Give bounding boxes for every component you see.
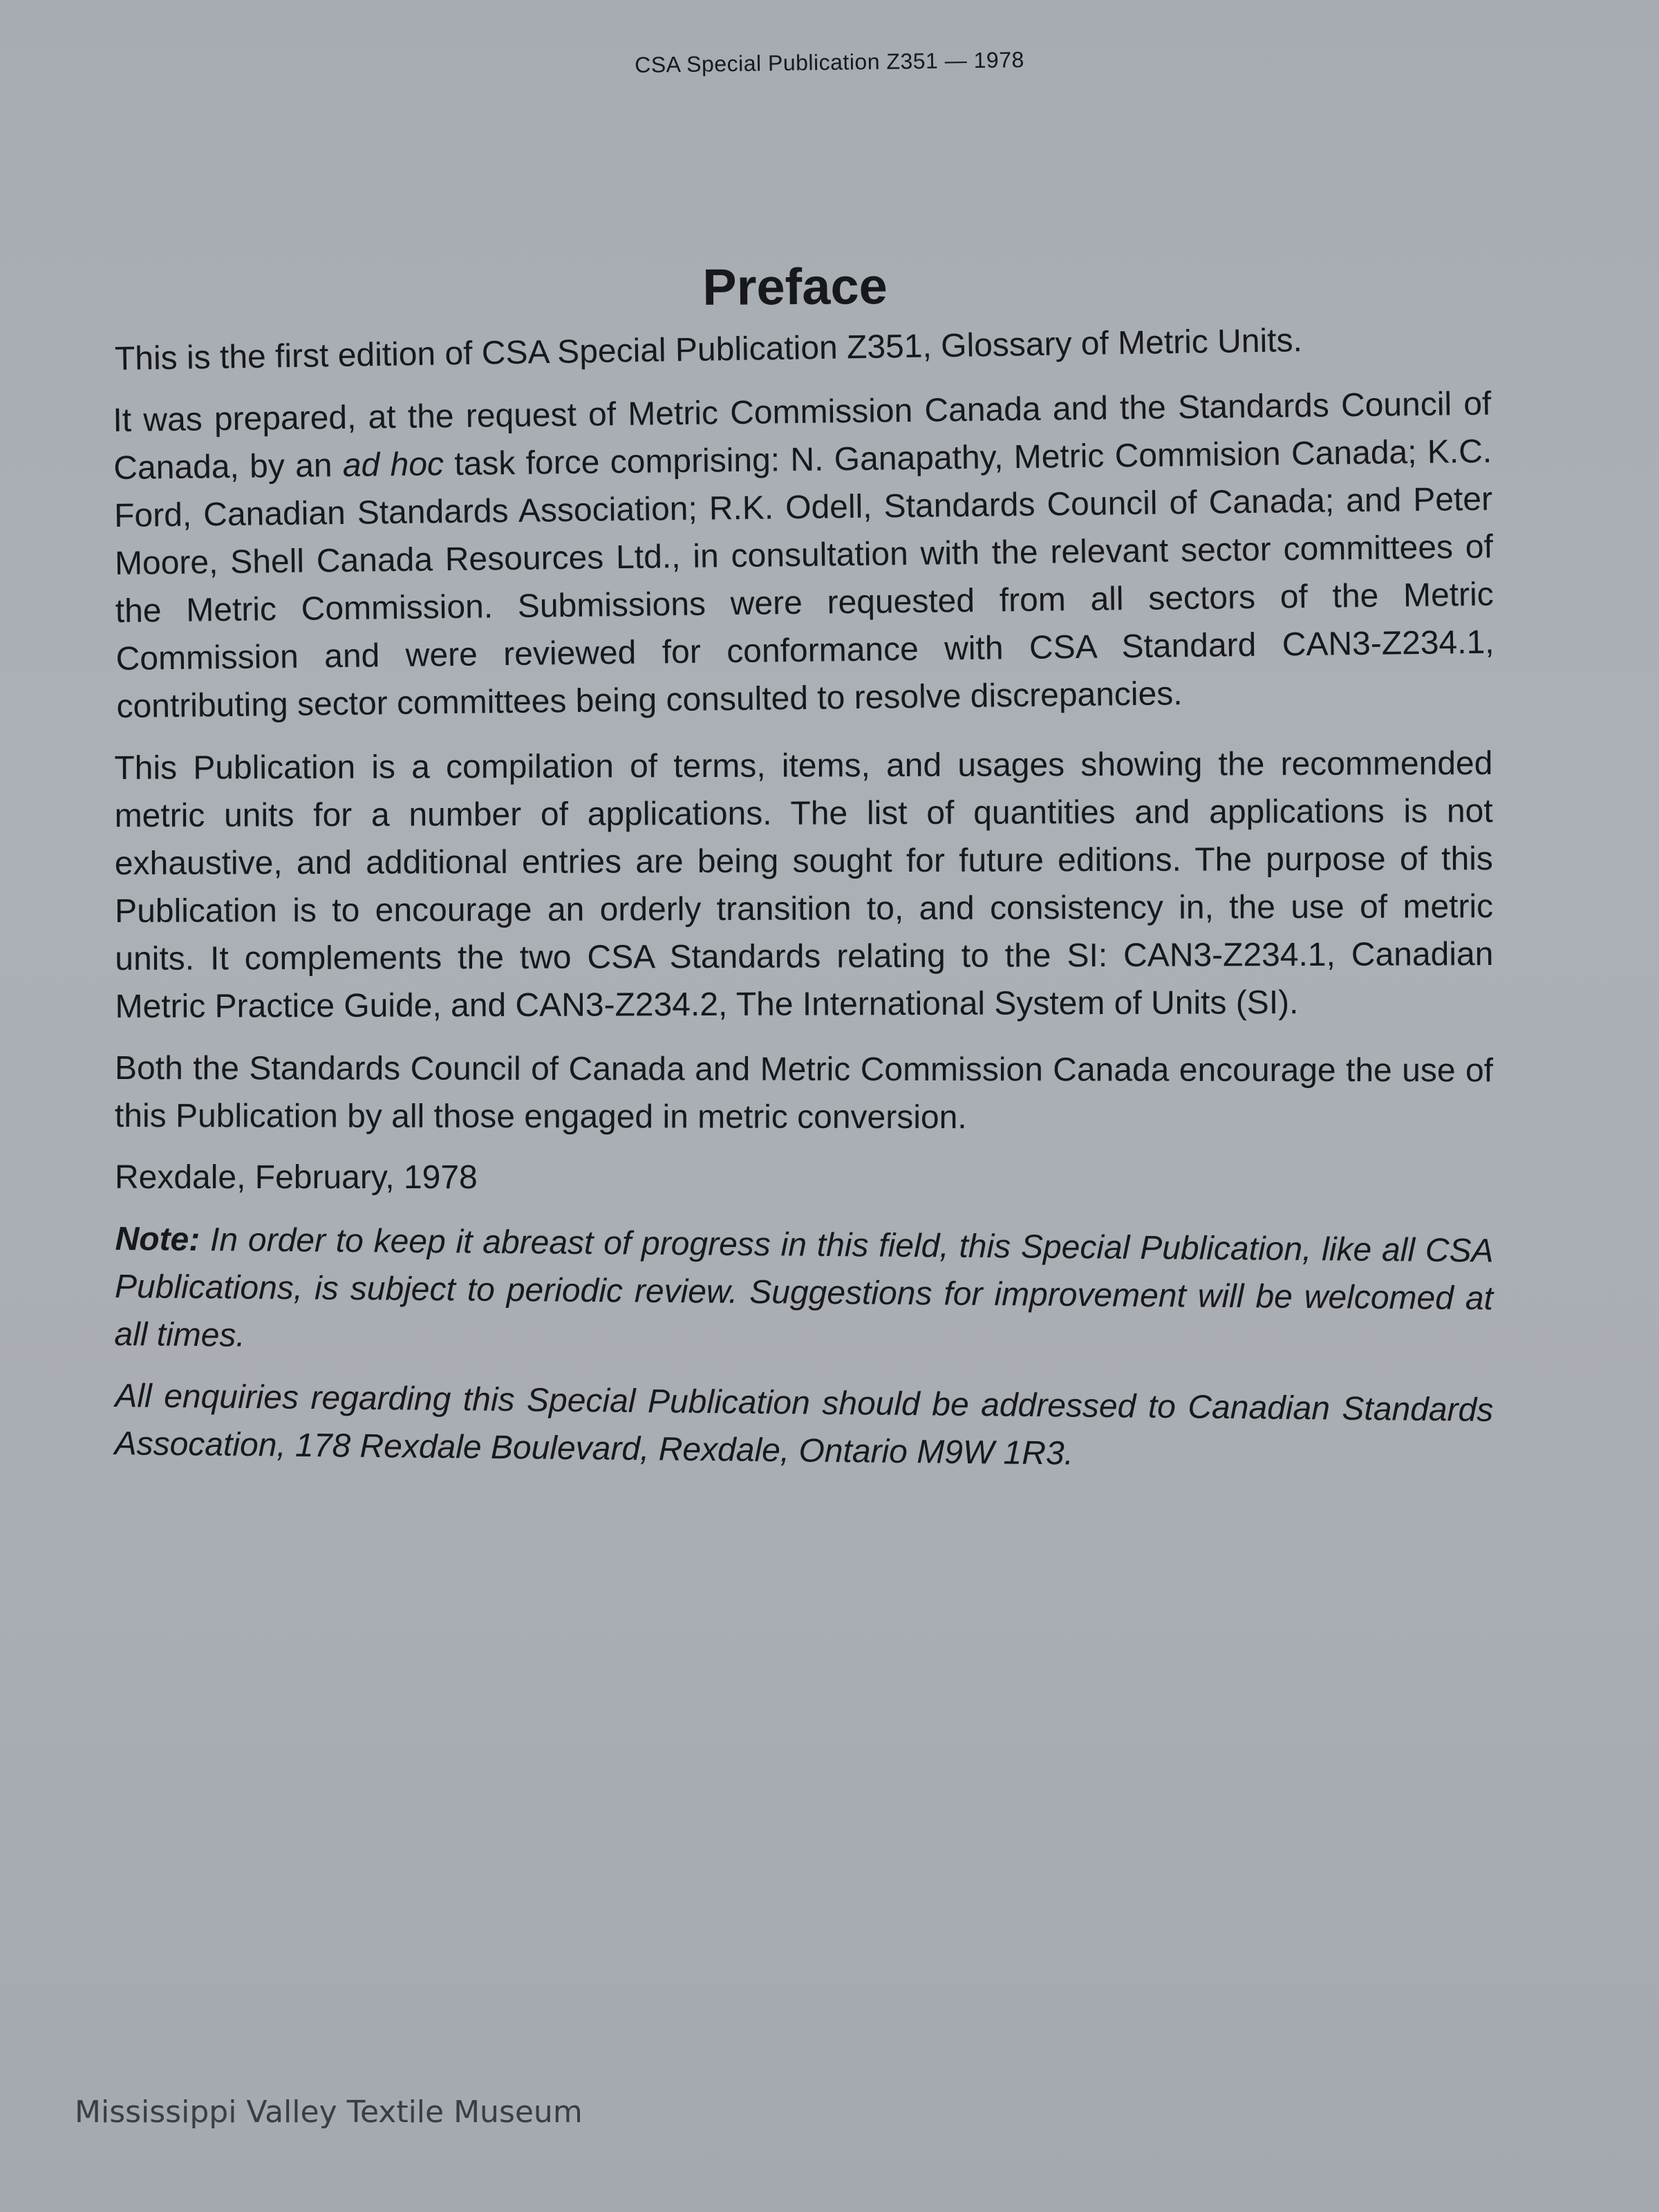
paragraph-compilation: This Publication is a compilation of terms, items, and usages showing the recommended metric units for a number of applications. The list of quantities and applications is not exhaustive, and additional entries are being sought for future editions. The purpose of this Publication is to encourage an orderly transition to, and consistency in, the use of metric units. It complements the two CSA Standards relating to the SI: CAN3-Z234.1, Canadian Metric Practice Guide, and CAN3-Z234.2, The International System of Units (SI).	[114, 745, 1494, 1025]
note-text: In order to keep it abreast of progress in this field, this Special Publication, like all CSA Publications, is subject to periodic review. Suggestions for improvement will be welcomed at all times.	[114, 1221, 1494, 1354]
paragraph-first-edition: This is the first edition of CSA Special Publication Z351, Glossary of Metric Units.	[114, 322, 1303, 377]
paragraph-prepared-by-part2: task force comprising: N. Ganapathy, Metric Commision Canada; K.C. Ford, Canadian Standards Association; R.K. Odell, Standards Council of Canada; and Peter Moore, Shell Canada Resources Ltd., in consultation with the relevant sector committees of the Metric Commission. Submissions were requested from all sectors of the Metric Commission and were reviewed for conformance with CSA Standard CAN3-Z234.1, contributing sector committees being consulted to resolve discrepancies.	[113, 433, 1494, 725]
paragraph-prepared-by	[113, 380, 1495, 731]
paragraph-encourage-use: Both the Standards Council of Canada and Metric Commission Canada encourage the use of this Publication by all those engaged in metric conversion.	[114, 1050, 1494, 1136]
paragraph-prepared-by-part1: It was prepared, at the request of Metric Commission Canada and the Standards Council of Canada, by an	[113, 385, 1492, 487]
running-header: CSA Special Publication Z351 — 1978	[634, 47, 1025, 77]
paragraph-enquiries: All enquiries regarding this Special Publication should be addressed to Canadian Standards Assocation, 178 Rexdale Boulevard, Rexdale, Ontario M9W 1R3.	[114, 1378, 1494, 1472]
note-label: Note:	[115, 1221, 200, 1259]
preface-body	[113, 322, 1494, 1481]
watermark-text: Mississippi Valley Textile Museum	[75, 2094, 583, 2130]
page-title: Preface	[702, 257, 888, 316]
ad-hoc-emphasis: ad hoc	[342, 446, 444, 484]
paragraph-note	[114, 1215, 1494, 1370]
paragraph-place-date: Rexdale, February, 1978	[115, 1159, 478, 1196]
